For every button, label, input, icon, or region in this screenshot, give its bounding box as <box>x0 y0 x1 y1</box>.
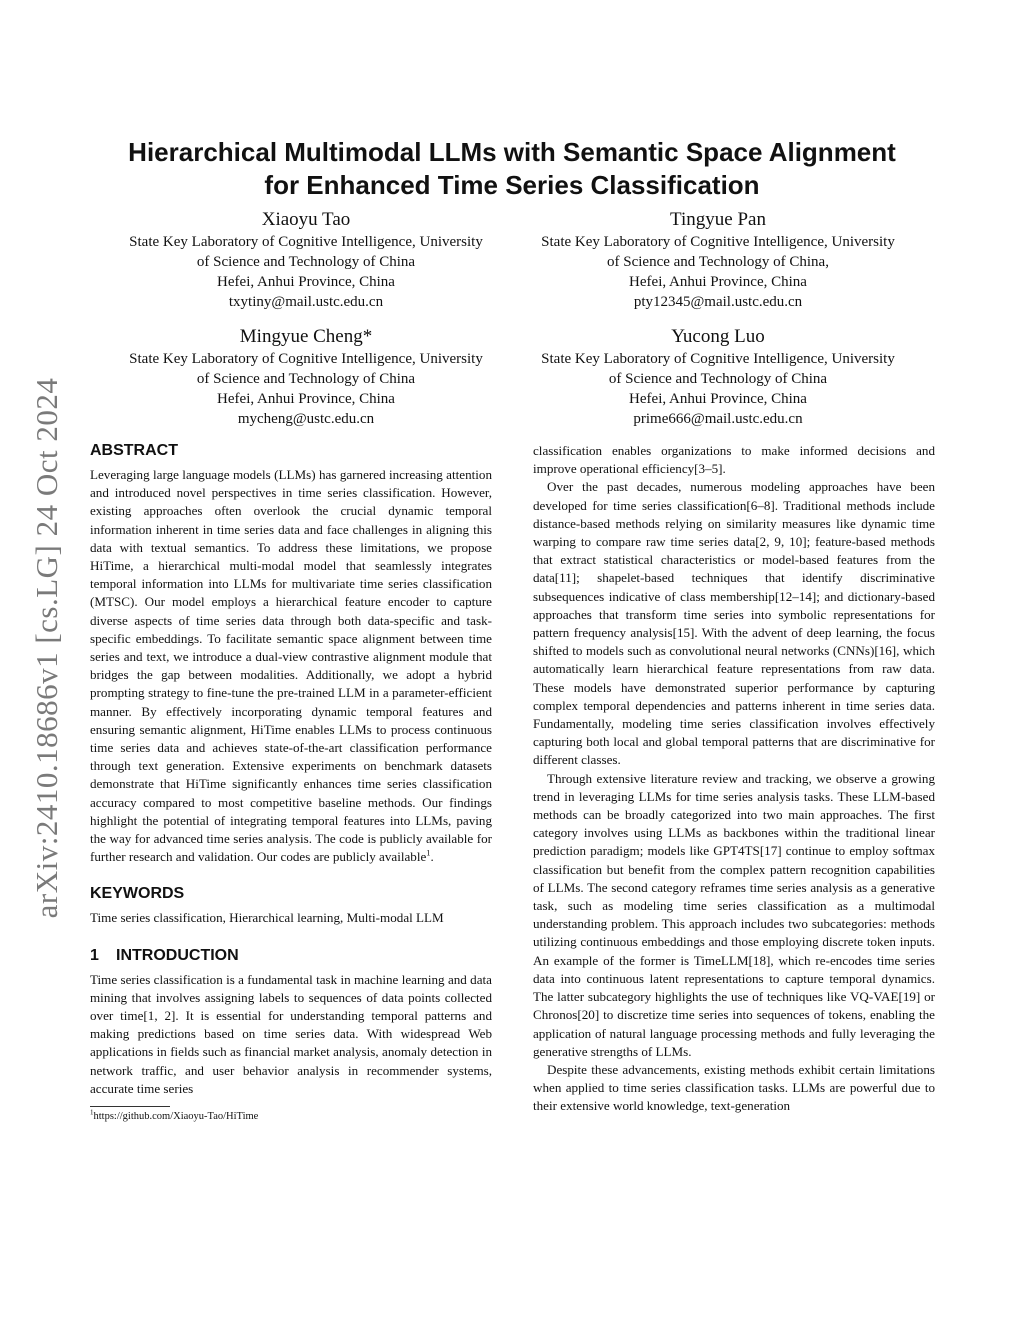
arxiv-sidebar-stamp <box>29 355 65 940</box>
author-affiliation: of Science and Technology of China <box>196 254 416 270</box>
author-name: Tingyue Pan <box>670 209 766 230</box>
section-number: 1 <box>90 946 99 964</box>
author-affiliation: State Key Laboratory of Cognitive Intelligence, University <box>541 234 895 250</box>
author-location: Hefei, Anhui Province, China <box>629 274 807 290</box>
footnote-marker[interactable]: 1 <box>426 847 431 858</box>
intro-paragraph-2: Over the past decades, numerous modeling approaches have been developed for time series classification[6–8]. Traditional methods include distance-based methods relying on similarity measures like dynamic time warping to compare raw time series data[2, 9, 10]; feature-based methods that extract statistical characteristics or model-based features from the data[11]; shapelet-based techniques that identify discriminative subsequences indicative of class membership[12–14]; and dictionary-based approaches that transform time series into symbolic representations for pattern frequency analysis[15]. With the advent of deep learning, the focus shifted to models such as convolutional neural networks (CNNs)[16], which automatically learn hierarchical feature representations from raw data. These models have demonstrated superior performance by capturing complex temporal dependencies and patterns inherent in time series data. Fundamentally, modeling time series classification involves effectively capturing both local and global temporal patterns that are discriminative for different classes. <box>533 479 935 768</box>
author-email[interactable]: txytiny@mail.ustc.edu.cn <box>228 294 384 310</box>
author-affiliation: of Science and Technology of China <box>196 371 416 387</box>
author-affiliation: of Science and Technology of China <box>608 371 828 387</box>
author-location: Hefei, Anhui Province, China <box>217 391 395 407</box>
title-line-1: Hierarchical Multimodal LLMs with Semantic Space Alignment <box>128 137 896 167</box>
author-block-1 <box>96 209 516 312</box>
author-name: Yucong Luo <box>671 326 765 347</box>
intro-paragraph-1: Time series classification is a fundamental task in machine learning and data mining that involves assigning labels to sequences of data points collected over time[1, 2]. It is essential for understanding temporal patterns and making predictions based on time series data. With widespread Web applications in fields such as financial market analysis, anomaly detection in network traffic, and user behavior analysis in recommender systems, accurate time series <box>90 971 492 1096</box>
title-line-2: for Enhanced Time Series Classification <box>264 170 760 200</box>
author-name: Xiaoyu Tao <box>261 209 351 230</box>
author-email[interactable]: pty12345@mail.ustc.edu.cn <box>633 294 803 310</box>
keywords-text: Time series classification, Hierarchical learning, Multi-modal LLM <box>90 910 444 926</box>
footnote <box>90 1110 492 1123</box>
intro-paragraph-1-continued: classification enables organizations to make informed decisions and improve operational efficiency[3–5]. <box>533 443 935 477</box>
author-affiliation: State Key Laboratory of Cognitive Intelligence, University <box>129 351 483 367</box>
author-name: Mingyue Cheng* <box>239 326 373 347</box>
intro-paragraph-4: Despite these advancements, existing methods exhibit certain limitations when applied to time series classification tasks. LLMs are powerful due to their extensive world knowledge, text-generation <box>533 1061 935 1114</box>
author-affiliation: State Key Laboratory of Cognitive Intelligence, University <box>129 234 483 250</box>
left-column <box>90 441 492 1123</box>
keywords-heading: KEYWORDS <box>90 885 185 903</box>
introduction-heading <box>90 946 492 966</box>
abstract-body: Leveraging large language models (LLMs) has garnered increasing attention and introduced novel perspectives in time series classification. However, existing approaches often overlook the crucial dynamic temporal information inherent in time series data and face challenges in aligning this data with textual semantics. To address these limitations, we propose HiTime, a hierarchical multi-modal model that seamlessly integrates temporal information into LLMs for multivariate time series classification (MTSC). Our model employs a hierarchical feature encoder to capture diverse aspects of time series data through both data-specific and task-specific embeddings. To facilitate semantic space alignment between time series and text, we introduce a dual-view contrastive alignment module that bridges the gap between modalities. Additionally, we adopt a hybrid prompting strategy to fine-tune the pre-trained LLM in a parameter-efficient manner. By effectively incorporating dynamic temporal features and ensuring semantic alignment, HiTime enables LLMs to process continuous time series data and achieves state-of-the-art classification performance through text generation. Extensive experiments on benchmark datasets demonstrate that HiTime significantly enhances time series classification accuracy compared to most competitive baseline methods. Our findings highlight the potential of integrating temporal features into LLMs, paving the way for advanced time series analysis. The code is publicly available for further research and validation. Our codes are publicly available <box>90 467 492 865</box>
abstract-text <box>90 466 492 866</box>
author-location: Hefei, Anhui Province, China <box>629 391 807 407</box>
author-block-4 <box>508 326 928 429</box>
abstract-heading: ABSTRACT <box>90 442 178 459</box>
paper-title <box>80 136 944 202</box>
footnote-number: 1 <box>90 1108 94 1117</box>
intro-paragraph-3: Through extensive literature review and tracking, we observe a growing trend in leveraging LLMs for time series analysis tasks. These LLM-based methods can be broadly categorized into two main approaches. The first category involves using LLMs as backbones within the traditional linear prediction paradigm; models like GPT4TS[17] continue to employ softmax classification but benefit from the complex pattern recognition capabilities of LLMs. The second category reframes time series analysis as a generative task, such as modeling time series classification as a multimodal understanding problem. This approach includes two subcategories: methods utilizing continuous embeddings and those employing discrete token inputs. An example of the former is TimeLLM[18], which re-encodes time series data into continuous latent representations to capture temporal dynamics. The latter subcategory highlights the use of techniques like VQ-VAE[19] or Chronos[20] to discretize time series into sequences of tokens, enabling the application of natural language processing methods and fully leveraging the generative strengths of LLMs. <box>533 770 935 1059</box>
footnote-divider <box>90 1106 170 1107</box>
author-block-3 <box>96 326 516 429</box>
author-location: Hefei, Anhui Province, China <box>217 274 395 290</box>
author-block-2 <box>508 209 928 312</box>
footnote-link[interactable]: https://github.com/Xiaoyu-Tao/HiTime <box>93 1111 259 1123</box>
section-title: INTRODUCTION <box>116 946 239 964</box>
author-email[interactable]: mycheng@ustc.edu.cn <box>237 411 375 427</box>
right-column <box>533 442 935 1116</box>
author-affiliation: of Science and Technology of China, <box>607 254 829 270</box>
author-affiliation: State Key Laboratory of Cognitive Intelligence, University <box>541 351 895 367</box>
abstract-end: . <box>430 849 434 865</box>
arxiv-identifier: arXiv:2410.18686v1 [cs.LG] 24 Oct 2024 <box>29 377 64 918</box>
author-email[interactable]: prime666@mail.ustc.edu.cn <box>633 411 803 427</box>
